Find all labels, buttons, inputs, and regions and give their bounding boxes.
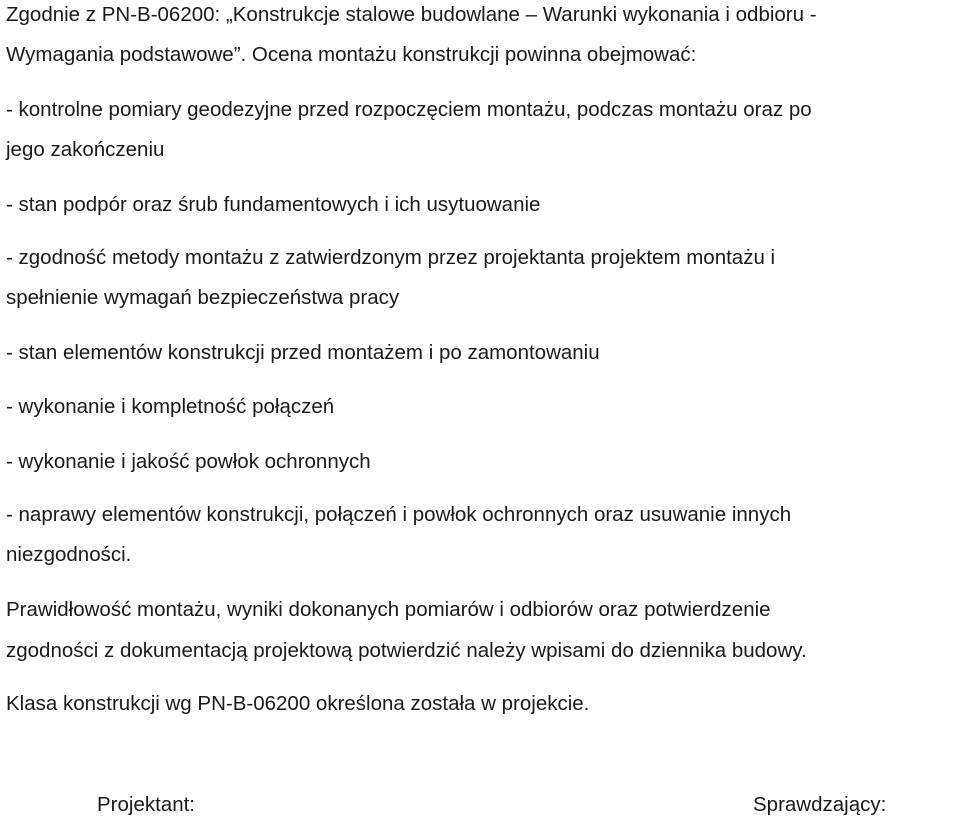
conclusion-line-2: zgodności z dokumentacją projektową potwierdzić należy wpisami do dziennika budowy. xyxy=(6,639,807,662)
list-item-5-line-1: - wykonanie i kompletność połączeń xyxy=(6,395,335,418)
list-item-3-line-1: - zgodność metody montażu z zatwierdzonym przez projektanta projektem montażu i xyxy=(6,246,776,269)
list-item-7-line-1: - naprawy elementów konstrukcji, połączeń i powłok ochronnych oraz usuwanie innych xyxy=(6,503,792,526)
intro-line-1: Zgodnie z PN-B-06200: „Konstrukcje stalowe budowlane – Warunki wykonania i odbioru - xyxy=(6,3,817,26)
list-item-1-line-1: - kontrolne pomiary geodezyjne przed rozpoczęciem montażu, podczas montażu oraz po xyxy=(6,98,812,121)
class-note: Klasa konstrukcji wg PN-B-06200 określona została w projekcie. xyxy=(6,692,590,715)
list-item-6-line-1: - wykonanie i jakość powłok ochronnych xyxy=(6,450,371,473)
list-item-4-line-1: - stan elementów konstrukcji przed montażem i po zamontowaniu xyxy=(6,341,600,364)
list-item-2-line-1: - stan podpór oraz śrub fundamentowych i ich usytuowanie xyxy=(6,193,541,216)
list-item-1-line-2: jego zakończeniu xyxy=(6,138,165,161)
verifier-signature-label: Sprawdzający: xyxy=(753,793,887,816)
designer-signature-label: Projektant: xyxy=(97,793,195,816)
intro-line-2: Wymagania podstawowe”. Ocena montażu konstrukcji powinna obejmować: xyxy=(6,43,697,66)
conclusion-line-1: Prawidłowość montażu, wyniki dokonanych pomiarów i odbiorów oraz potwierdzenie xyxy=(6,598,771,621)
list-item-3-line-2: spełnienie wymagań bezpieczeństwa pracy xyxy=(6,286,400,309)
list-item-7-line-2: niezgodności. xyxy=(6,543,132,566)
